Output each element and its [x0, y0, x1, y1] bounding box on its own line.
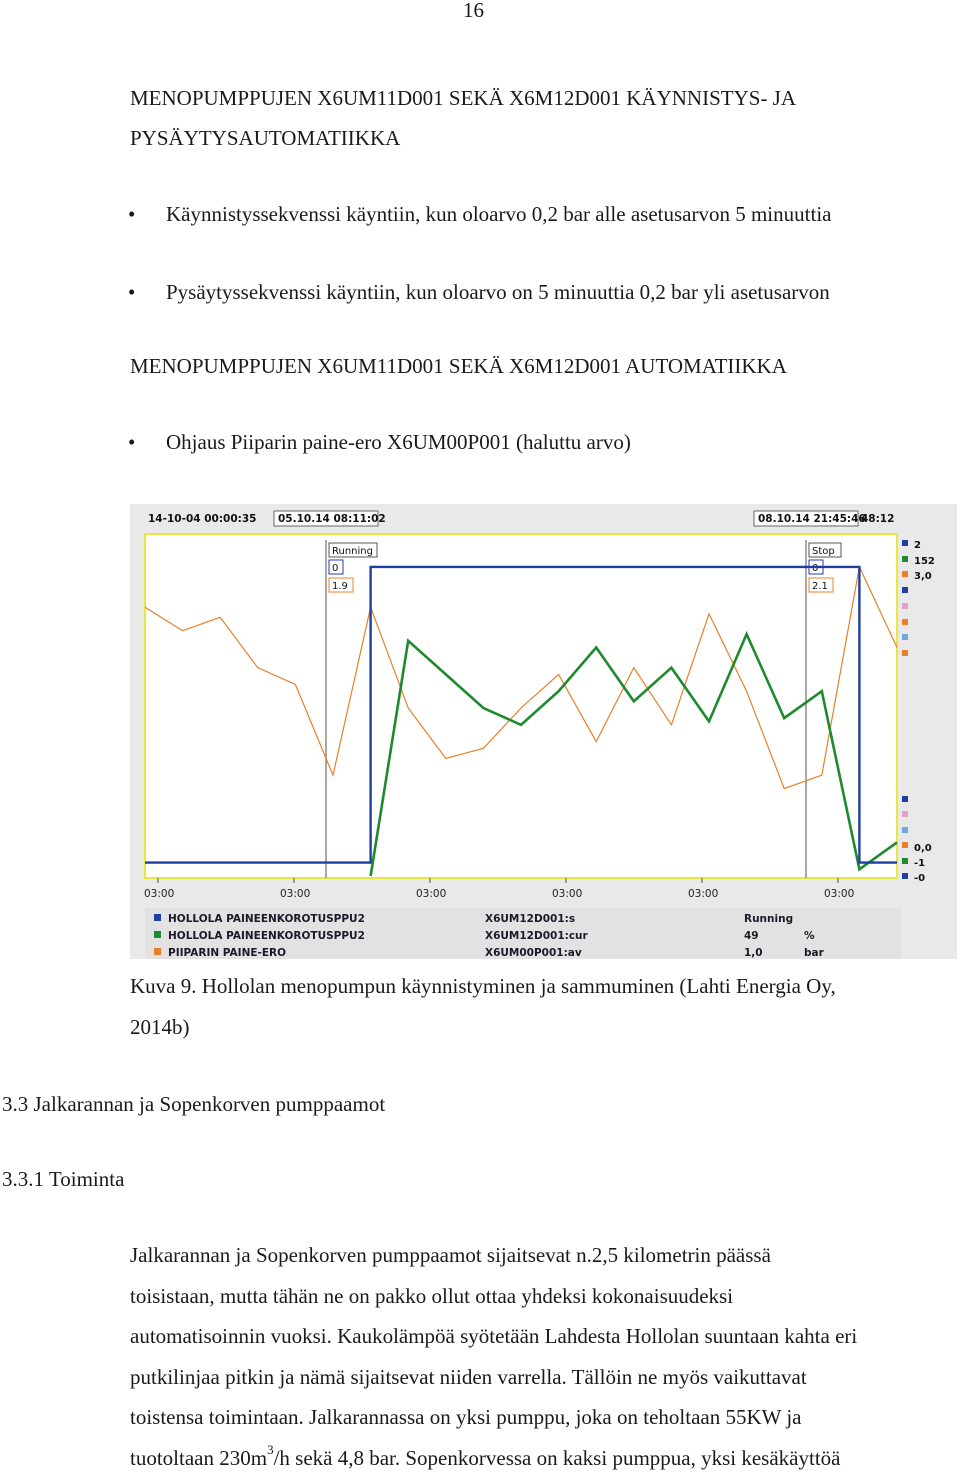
figure-caption-line2: 2014b)	[130, 1015, 190, 1039]
bullet-item: Ohjaus Piiparin paine-ero X6UM00P001 (haluttu arvo)	[166, 430, 631, 454]
series-marker	[902, 587, 908, 593]
legend-text: X6UM00P001:av	[485, 947, 582, 959]
right-scale-top-1: 2	[914, 540, 921, 551]
series-marker	[902, 540, 908, 546]
plot-area	[145, 534, 897, 878]
series-marker	[902, 603, 908, 609]
body-text: tuotoltaan 230m	[130, 1446, 268, 1470]
cursor2-value1: 0	[812, 563, 819, 574]
legend-text: bar	[804, 947, 824, 959]
bullet-item: Pysäytyssekvenssi käyntiin, kun oloarvo on 5 minuuttia 0,2 bar yli asetusarvon	[166, 280, 830, 304]
trend-figure	[130, 504, 957, 959]
right-scale-bottom-2: -1	[914, 858, 926, 869]
x-tick-label: 03:00	[552, 888, 583, 900]
body-text: /h sekä 4,8 bar. Sopenkorvessa on kaksi pumppua, yksi kesäkäyttöä	[273, 1446, 841, 1470]
body-line: putkilinjaa pitkin ja nämä sijaitsevat niiden varrella. Tällöin ne myös vaikuttavat	[130, 1365, 807, 1389]
right-scale-bottom-1: 0,0	[914, 843, 932, 854]
figure-caption-line1: Kuva 9. Hollolan menopumpun käynnistyminen ja sammuminen (Lahti Energia Oy,	[130, 974, 836, 998]
cursor2-state: Stop	[812, 546, 835, 557]
bullet-marker: •	[128, 430, 136, 454]
body-line: automatisoinnin vuoksi. Kaukolämpöä syötetään Lahdesta Hollolan suuntaan kahta eri	[130, 1324, 858, 1348]
series-marker	[902, 811, 908, 817]
legend-text: %	[804, 930, 815, 942]
series-marker	[902, 873, 908, 879]
cursor1-time: 05.10.14 08:11:02	[278, 513, 386, 525]
x-axis	[144, 878, 854, 900]
cursor1-value1: 0	[332, 563, 339, 574]
legend-swatch	[154, 948, 161, 955]
legend-text: HOLLOLA PAINEENKOROTUSPPU2	[168, 913, 365, 925]
legend-text: X6UM12D001:s	[485, 913, 576, 925]
x-tick-label: 03:00	[280, 888, 311, 900]
cursor1-value2: 1.9	[332, 581, 348, 592]
page-number: 16	[463, 0, 484, 22]
trend-chart	[130, 504, 957, 959]
right-scale-top-3: 3,0	[914, 571, 932, 582]
series-marker	[902, 650, 908, 656]
series-marker	[902, 858, 908, 864]
cursor2-value2: 2.1	[812, 581, 828, 592]
bullet-marker: •	[128, 280, 136, 304]
legend-swatch	[154, 914, 161, 921]
body-line: toistensa toimintaan. Jalkarannassa on yksi pumppu, joka on teholtaan 55KW ja	[130, 1405, 802, 1429]
series-marker	[902, 796, 908, 802]
cursor1-state: Running	[332, 546, 373, 557]
section-heading: MENOPUMPPUJEN X6UM11D001 SEKÄ X6M12D001 AUTOMATIIKKA	[130, 354, 787, 378]
start-time-label: 14-10-04 00:00:35	[148, 513, 257, 525]
section-heading-line2: PYSÄYTYSAUTOMATIIKKA	[130, 126, 401, 150]
body-line-last	[130, 1442, 841, 1471]
series-marker	[902, 619, 908, 625]
bullet-marker: •	[128, 202, 136, 226]
series-marker	[902, 842, 908, 848]
body-line: toisistaan, mutta tähän ne on pakko ollut ottaa yhdeksi kokonaisuudeksi	[130, 1284, 734, 1308]
legend-text: 49	[744, 930, 759, 942]
right-scale-top-2: 152	[914, 556, 935, 567]
legend-text: X6UM12D001:cur	[485, 930, 588, 942]
series-marker	[902, 634, 908, 640]
series-marker	[902, 827, 908, 833]
bullet-item: Käynnistyssekvenssi käyntiin, kun oloarvo 0,2 bar alle asetusarvon 5 minuuttia	[166, 202, 832, 226]
x-tick-label: 03:00	[824, 888, 855, 900]
legend-text: Running	[744, 913, 794, 925]
section-heading-line1: MENOPUMPPUJEN X6UM11D001 SEKÄ X6M12D001 KÄYNNISTYS- JA	[130, 86, 797, 110]
legend-text: PIIPARIN PAINE-ERO	[168, 947, 287, 959]
series-markers	[902, 540, 908, 879]
legend-swatch	[154, 931, 161, 938]
series-marker	[902, 556, 908, 562]
series-marker	[902, 571, 908, 577]
body-line: Jalkarannan ja Sopenkorven pumppaamot sijaitsevat n.2,5 kilometrin päässä	[130, 1243, 771, 1267]
right-scale-bottom-3: -0	[914, 873, 926, 884]
section-heading-3-3-1: 3.3.1 Toiminta	[2, 1167, 125, 1191]
legend-text: HOLLOLA PAINEENKOROTUSPPU2	[168, 930, 365, 942]
superscript: 3	[267, 1442, 274, 1457]
span-label: 48:12	[861, 513, 895, 525]
x-tick-label: 03:00	[144, 888, 175, 900]
cursor2-time: 08.10.14 21:45:46	[758, 513, 866, 525]
x-tick-label: 03:00	[688, 888, 719, 900]
legend-text: 1,0	[744, 947, 763, 959]
x-tick-label: 03:00	[416, 888, 447, 900]
section-heading-3-3: 3.3 Jalkarannan ja Sopenkorven pumppaamot	[2, 1092, 386, 1116]
